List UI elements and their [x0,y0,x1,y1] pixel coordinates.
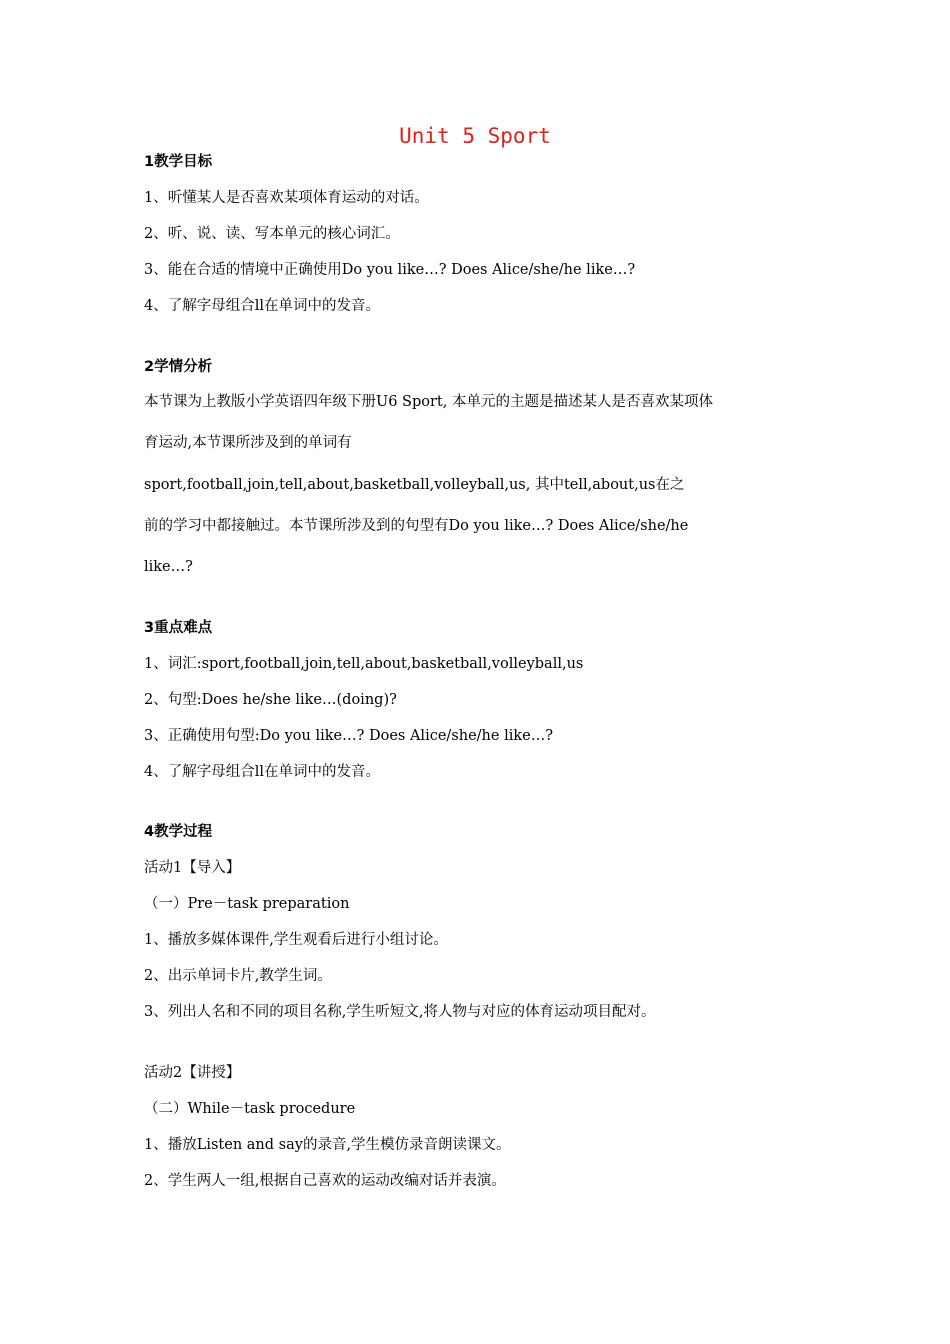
key-point-item: 2、句型:Does he/she like…(doing)? [144,692,397,708]
activity-step: 2、出示单词卡片,教学生词。 [144,968,332,984]
activity-label: 活动2【讲授】 [144,1065,241,1081]
activity-step: 2、学生两人一组,根据自己喜欢的运动改编对话并表演。 [144,1173,506,1189]
activity-label: 活动1【导入】 [144,860,241,876]
document-title: Unit 5 Sport [399,124,551,148]
section-heading-analysis: 2学情分析 [144,359,213,375]
key-point-item: 3、正确使用句型:Do you like…? Does Alice/she/he like…? [144,728,553,744]
activity-subheading: （一）Pre－task preparation [144,896,350,912]
goal-item: 4、了解字母组合ll在单词中的发音。 [144,298,380,314]
key-point-item: 4、了解字母组合ll在单词中的发音。 [144,764,380,780]
analysis-line: like…? [144,559,193,575]
activity-step: 1、播放多媒体课件,学生观看后进行小组讨论。 [144,932,448,948]
goal-item: 3、能在合适的情境中正确使用Do you like…? Does Alice/she/he like…? [144,262,636,278]
section-heading-process: 4教学过程 [144,824,213,840]
goal-item: 2、听、说、读、写本单元的核心词汇。 [144,226,400,242]
key-point-item: 1、词汇:sport,football,join,tell,about,basketball,volleyball,us [144,656,584,672]
analysis-line: 育运动,本节课所涉及到的单词有 [144,435,352,451]
activity-step: 1、播放Listen and say的录音,学生模仿录音朗读课文。 [144,1137,511,1153]
section-heading-key-points: 3重点难点 [144,620,213,636]
analysis-line: 前的学习中都接触过。本节课所涉及到的句型有Do you like…? Does Alice/she/he [144,518,689,534]
analysis-line: 本节课为上教版小学英语四年级下册U6 Sport, 本单元的主题是描述某人是否喜欢某项体 [144,394,713,410]
section-heading-goals: 1教学目标 [144,154,213,170]
activity-subheading: （二）While－task procedure [144,1101,356,1117]
goal-item: 1、听懂某人是否喜欢某项体育运动的对话。 [144,190,429,206]
analysis-line: sport,football,join,tell,about,basketball,volleyball,us, 其中tell,about,us在之 [144,477,685,493]
activity-step: 3、列出人名和不同的项目名称,学生听短文,将人物与对应的体育运动项目配对。 [144,1004,656,1020]
